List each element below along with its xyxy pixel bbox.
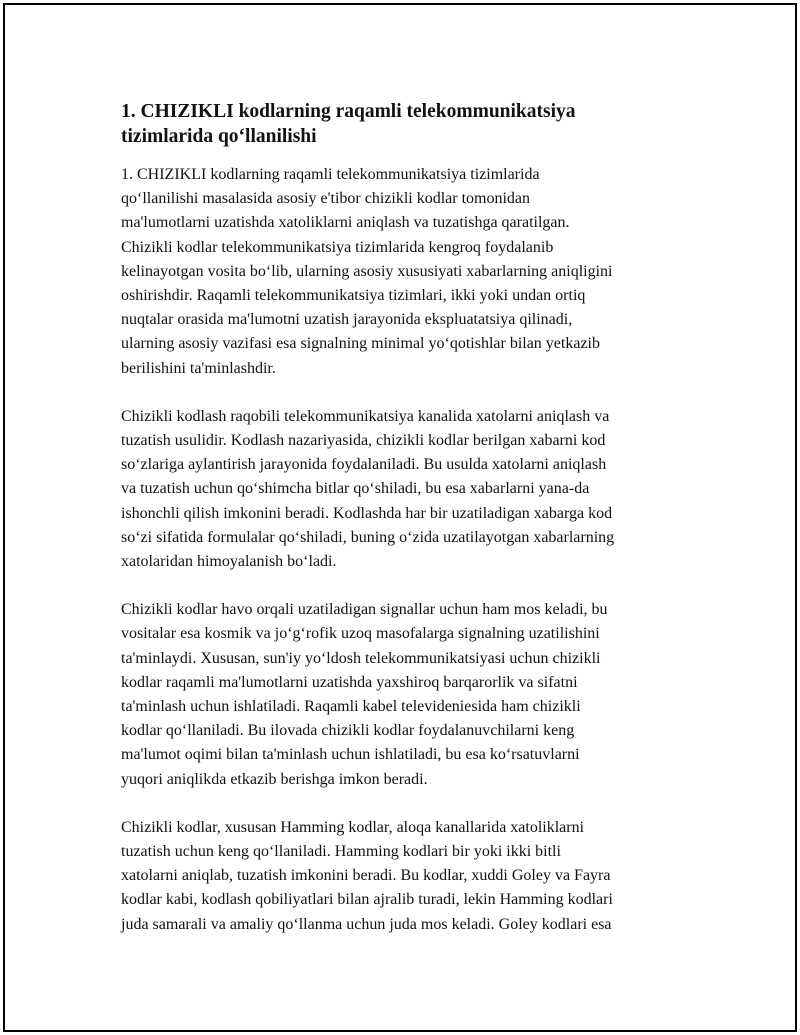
text-line: so‘zlariga aylantirish jarayonida foydalaniladi. Bu usulda xatolarni aniqlash (121, 456, 607, 474)
text-line: Chizikli kodlar, xususan Hamming kodlar, aloqa kanallarida xatoliklarni (121, 818, 585, 836)
text-line: vositalar esa kosmik va jo‘g‘rofik uzoq masofalarga signalning uzatilishini (121, 625, 600, 643)
text-line: oshirishdir. Raqamli telekommunikatsiya tizimlari, ikki yoki undan ortiq (121, 287, 586, 305)
text-line: ularning asosiy vazifasi esa signalning minimal yo‘qotishlar bilan yetkazib (121, 335, 600, 353)
text-line: xatolaridan himoyalanish bo‘ladi. (121, 553, 337, 571)
document-body (121, 99, 695, 961)
title-line: 1. CHIZIKLI kodlarning raqamli telekommunikatsiya (121, 101, 576, 122)
text-line: yuqori aniqlikda etkazib berishga imkon beradi. (121, 770, 428, 788)
text-line: berilishini ta'minlashdir. (121, 359, 276, 377)
text-line: ma'lumotlarni uzatishda xatoliklarni aniqlash va tuzatishga qaratilgan. (121, 214, 570, 232)
text-line: ta'minlash uchun ishlatiladi. Raqamli kabel televideniesida ham chizikli (121, 698, 581, 716)
text-line: ta'minlaydi. Xususan, sun'iy yo‘ldosh telekommunikatsiyasi uchun chizikli (121, 649, 601, 667)
page-frame (3, 3, 797, 1032)
text-line: tuzatish uchun keng qo‘llaniladi. Hamming kodlari bir yoki ikki bitli (121, 843, 561, 861)
paragraph-3 (121, 598, 695, 792)
text-line: kodlar raqamli ma'lumotlarni uzatishda yaxshiroq barqarorlik va sifatni (121, 673, 578, 691)
text-line: nuqtalar orasida ma'lumotni uzatish jarayonida ekspluatatsiya qilinadi, (121, 311, 573, 329)
text-line: tuzatish usulidir. Kodlash nazariyasida, chizikli kodlar berilgan xabarni kod (121, 432, 606, 450)
paragraph-2 (121, 405, 695, 574)
text-line: 1. CHIZIKLI kodlarning raqamli telekommunikatsiya tizimlarida (121, 166, 540, 183)
text-line: Chizikli kodlar havo orqali uzatiladigan signallar uchun ham mos keladi, bu (121, 601, 608, 619)
paragraph-1 (121, 163, 695, 381)
text-line: Chizikli kodlash raqobili telekommunikatsiya kanalida xatolarni aniqlash va (121, 407, 610, 425)
text-line: Chizikli kodlar telekommunikatsiya tizimlarida kengroq foydalanib (121, 238, 554, 256)
text-line: kelinayotgan vosita bo‘lib, ularning asosiy xususiyati xabarlarning aniqligini (121, 262, 613, 280)
text-line: va tuzatish uchun qo‘shimcha bitlar qo‘shiladi, bu esa xabarlarni yana-da (121, 480, 590, 498)
text-line: juda samarali va amaliy qo‘llanma uchun juda mos keladi. Goley kodlari esa (121, 915, 612, 933)
document-title (121, 99, 695, 149)
text-line: ishonchli qilish imkonini beradi. Kodlashda har bir uzatiladigan xabarga kod (121, 504, 613, 522)
title-line: tizimlarida qo‘llanilishi (121, 126, 317, 147)
text-line: so‘zi sifatida formulalar qo‘shiladi, buning o‘zida uzatilayotgan xabarlarning (121, 528, 615, 546)
text-line: ma'lumot oqimi bilan ta'minlash uchun ishlatiladi, bu esa ko‘rsatuvlarni (121, 746, 580, 764)
text-line: xatolarni aniqlab, tuzatish imkonini beradi. Bu kodlar, xuddi Goley va Fayra (121, 867, 611, 885)
text-line: kodlar kabi, kodlash qobiliyatlari bilan ajralib turadi, lekin Hamming kodlari (121, 891, 613, 909)
paragraph-4 (121, 816, 695, 937)
text-line: kodlar qo‘llaniladi. Bu ilovada chizikli kodlar foydalanuvchilarni keng (121, 722, 575, 740)
text-line: qo‘llanilishi masalasida asosiy e'tibor chizikli kodlar tomonidan (121, 190, 531, 208)
